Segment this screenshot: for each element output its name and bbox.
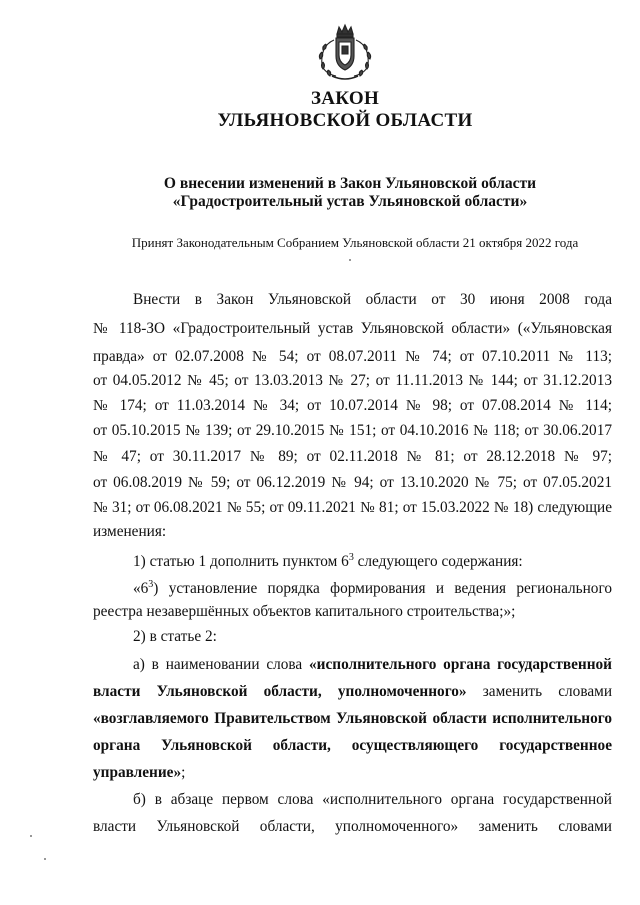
item-1-quote-line-2: реестра незавершённых объектов капитального строительства;»; (93, 603, 516, 620)
item-2a-line-3: «возглавляемого Правительством Ульяновской области исполнительного (93, 710, 612, 727)
scan-speck (349, 259, 351, 261)
body-line: от 05.10.2015 № 139; от 29.10.2015 № 151; от 04.10.2016 № 118; от 30.06.2017 (93, 422, 612, 439)
ulyanovsk-coat-of-arms-icon (312, 22, 378, 84)
item-1: 1) статью 1 дополнить пунктом $6^3$ следующего содержания: (133, 552, 523, 571)
body-line: от 06.08.2019 № 59; от 06.12.2019 № 94; от 13.10.2020 № 75; от 07.05.2021 (93, 474, 612, 491)
law-title-line-2: УЛЬЯНОВСКОЙ ОБЛАСТИ (217, 110, 473, 131)
law-title-line-1: ЗАКОН (310, 88, 380, 109)
body-line: № 31; от 06.08.2021 № 55; от 09.11.2021 № 81; от 15.03.2022 № 18) следующие (93, 499, 612, 516)
item-1-quote-line-1: «$6^3$) установление порядка формирования и ведения регионального (133, 579, 612, 598)
item-2b-line-1: б) в абзаце первом слова «исполнительного органа государственной (133, 791, 612, 808)
body-line: № 47; от 30.11.2017 № 89; от 02.11.2018 № 81; от 28.12.2018 № 97; (93, 448, 612, 465)
body-line: № 118-ЗО «Градостроительный устав Ульяновской области» («Ульяновская (93, 320, 612, 337)
item-2a-line-4: органа Ульяновской области, осуществляющего государственное (93, 737, 612, 754)
law-subject-line-2: «Градостроительный устав Ульяновской области» (172, 193, 528, 210)
body-line: Внести в Закон Ульяновской области от 30 июня 2008 года (133, 291, 612, 308)
law-subject-line-1: О внесении изменений в Закон Ульяновской области (163, 175, 537, 192)
body-line: изменения: (93, 523, 167, 540)
scan-speck (30, 835, 32, 837)
body-line: от 04.05.2012 № 45; от 13.03.2013 № 27; от 11.11.2013 № 144; от 31.12.2013 (93, 372, 612, 389)
item-2a-line-5: управление»; (93, 764, 186, 781)
item-2a-line-1: а) в наименовании слова «исполнительного органа государственной (133, 656, 612, 673)
body-line: правда» от 02.07.2008 № 54; от 08.07.2011 № 74; от 07.10.2011 № 113; (93, 348, 612, 365)
item-2: 2) в статье 2: (133, 628, 217, 645)
body-line: № 174; от 11.03.2014 № 34; от 10.07.2014 № 98; от 07.08.2014 № 114; (93, 397, 612, 414)
item-2a-line-2: власти Ульяновской области, уполномоченного» заменить словами (93, 683, 613, 700)
adoption-note: Принят Законодательным Собранием Ульяновской области 21 октября 2022 года (131, 235, 579, 250)
scan-speck (44, 858, 46, 860)
item-2b-line-2: власти Ульяновской области, уполномоченного» заменить словами (93, 818, 612, 835)
